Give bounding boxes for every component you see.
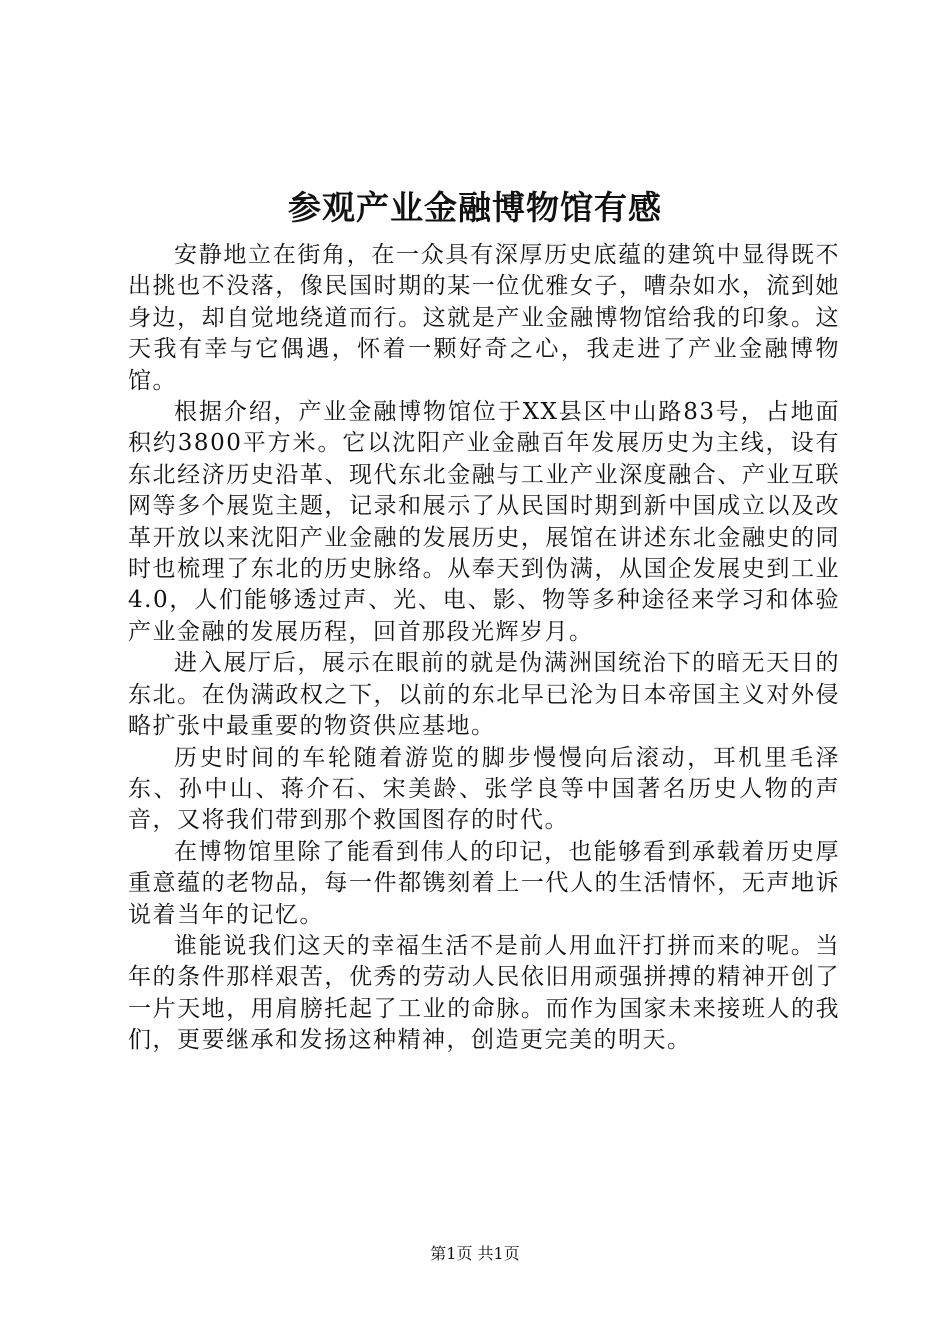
paragraph-2: 根据介绍，产业金融博物馆位于XX县区中山路83号，占地面积约3800平方米。它以沈阳产业金融百年发展历史为主线，设有东北经济历史沿革、现代东北金融与工业产业深度融合、产业互联网等多个展览主题，记录和展示了从民国时期到新中国成立以及改革开放以来沈阳产业金融的发展历史，展馆在讲述东北金融史的同时也梳理了东北的历史脉络。从奉天到伪满，从国企发展史到工业4.0，人们能够透过声、光、电、影、物等多种途径来学习和体验产业金融的发展历程，回首那段光辉岁月。	[128, 399, 840, 645]
document-body	[128, 240, 840, 1057]
paragraph-4: 历史时间的车轮随着游览的脚步慢慢向后滚动，耳机里毛泽东、孙中山、蒋介石、宋美龄、张学良等中国著名历史人物的声音，又将我们带到那个救国图存的时代。	[128, 744, 840, 834]
paragraph-3: 进入展厅后，展示在眼前的就是伪满洲国统治下的暗无天日的东北。在伪满政权之下，以前的东北早已沦为日本帝国主义对外侵略扩张中最重要的物资供应基地。	[128, 650, 840, 740]
paragraph-6: 谁能说我们这天的幸福生活不是前人用血汗打拼而来的呢。当年的条件那样艰苦，优秀的劳动人民依旧用顽强拼搏的精神开创了一片天地，用肩膀托起了工业的命脉。而作为国家未来接班人的我们，更要继承和发扬这种精神，创造更完美的明天。	[128, 932, 840, 1054]
page-footer: 第1页 共1页	[430, 1244, 520, 1263]
document-title: 参观产业金融博物馆有感	[288, 188, 662, 227]
paragraph-1: 安静地立在街角，在一众具有深厚历史底蕴的建筑中显得既不出挑也不没落，像民国时期的某一位优雅女子，嘈杂如水，流到她身边，却自觉地绕道而行。这就是产业金融博物馆给我的印象。这天我有幸与它偶遇，怀着一颗好奇之心，我走进了产业金融博物馆。	[128, 242, 840, 394]
paragraph-5: 在博物馆里除了能看到伟人的印记，也能够看到承载着历史厚重意蕴的老物品，每一件都镌刻着上一代人的生活情怀，无声地诉说着当年的记忆。	[128, 838, 840, 928]
